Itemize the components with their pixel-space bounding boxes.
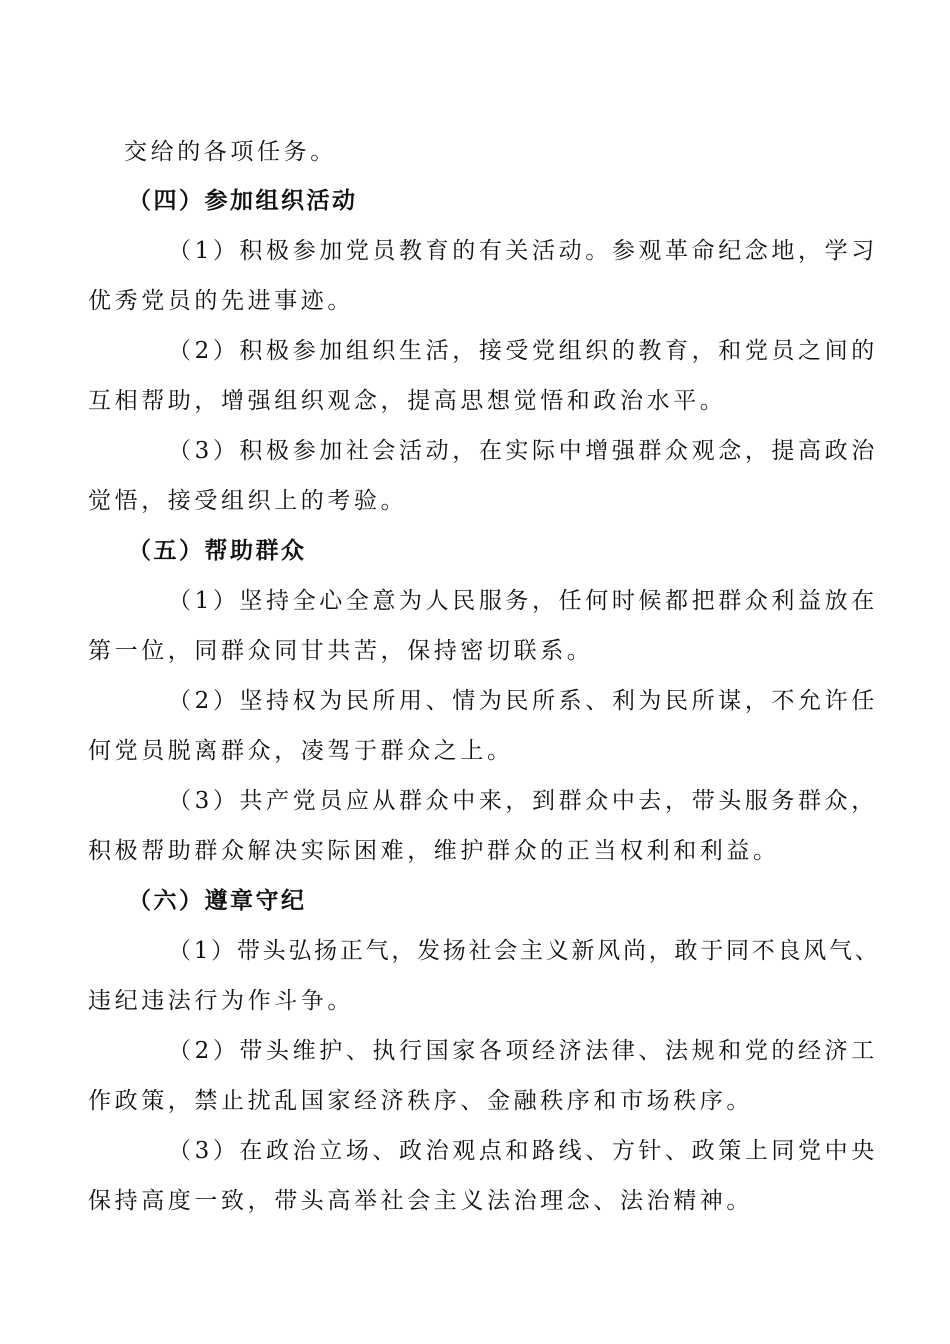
paragraph-5-1-line-2: 第一位，同群众同甘共苦，保持密切联系。 bbox=[88, 638, 594, 664]
paragraph-4-3-line-1: （3）积极参加社会活动，在实际中增强群众观念，提高政治 bbox=[168, 438, 878, 464]
section-heading-6: （六）遵章守纪 bbox=[128, 887, 307, 914]
paragraph-5-2-line-2: 何党员脱离群众，凌驾于群众之上。 bbox=[88, 738, 514, 764]
paragraph-4-3-line-2: 觉悟，接受组织上的考验。 bbox=[88, 488, 408, 514]
paragraph-4-1-line-2: 优秀党员的先进事迹。 bbox=[88, 288, 354, 314]
paragraph-6-1-line-2: 违纪违法行为作斗争。 bbox=[88, 988, 354, 1014]
paragraph-5-3-line-2: 积极帮助群众解决实际困难，维护群众的正当权利和利益。 bbox=[88, 838, 780, 864]
paragraph-5-2-line-1: （2）坚持权为民所用、情为民所系、利为民所谋，不允许任 bbox=[168, 688, 878, 714]
section-heading-5: （五）帮助群众 bbox=[128, 537, 307, 564]
paragraph-6-3-line-1: （3）在政治立场、政治观点和路线、方针、政策上同党中央 bbox=[168, 1138, 878, 1164]
paragraph-6-2-line-2: 作政策，禁止扰乱国家经济秩序、金融秩序和市场秩序。 bbox=[88, 1088, 753, 1114]
section-heading-4: （四）参加组织活动 bbox=[128, 187, 358, 214]
paragraph-4-1-line-1: （1）积极参加党员教育的有关活动。参观革命纪念地，学习 bbox=[168, 238, 878, 264]
paragraph-4-2-line-2: 互相帮助，增强组织观念，提高思想觉悟和政治水平。 bbox=[88, 388, 727, 414]
paragraph-6-3-line-2: 保持高度一致，带头高举社会主义法治理念、法治精神。 bbox=[88, 1188, 753, 1214]
paragraph-5-3-line-1: （3）共产党员应从群众中来，到群众中去，带头服务群众， bbox=[168, 788, 878, 814]
paragraph-4-2-line-1: （2）积极参加组织生活，接受党组织的教育，和党员之间的 bbox=[168, 338, 878, 364]
paragraph-6-2-line-1: （2）带头维护、执行国家各项经济法律、法规和党的经济工 bbox=[168, 1038, 878, 1064]
paragraph-6-1-line-1: （1）带头弘扬正气，发扬社会主义新风尚，敢于同不良风气、 bbox=[168, 938, 881, 964]
paragraph-continuation: 交给的各项任务。 bbox=[124, 139, 337, 165]
paragraph-5-1-line-1: （1）坚持全心全意为人民服务，任何时候都把群众利益放在 bbox=[168, 588, 878, 614]
